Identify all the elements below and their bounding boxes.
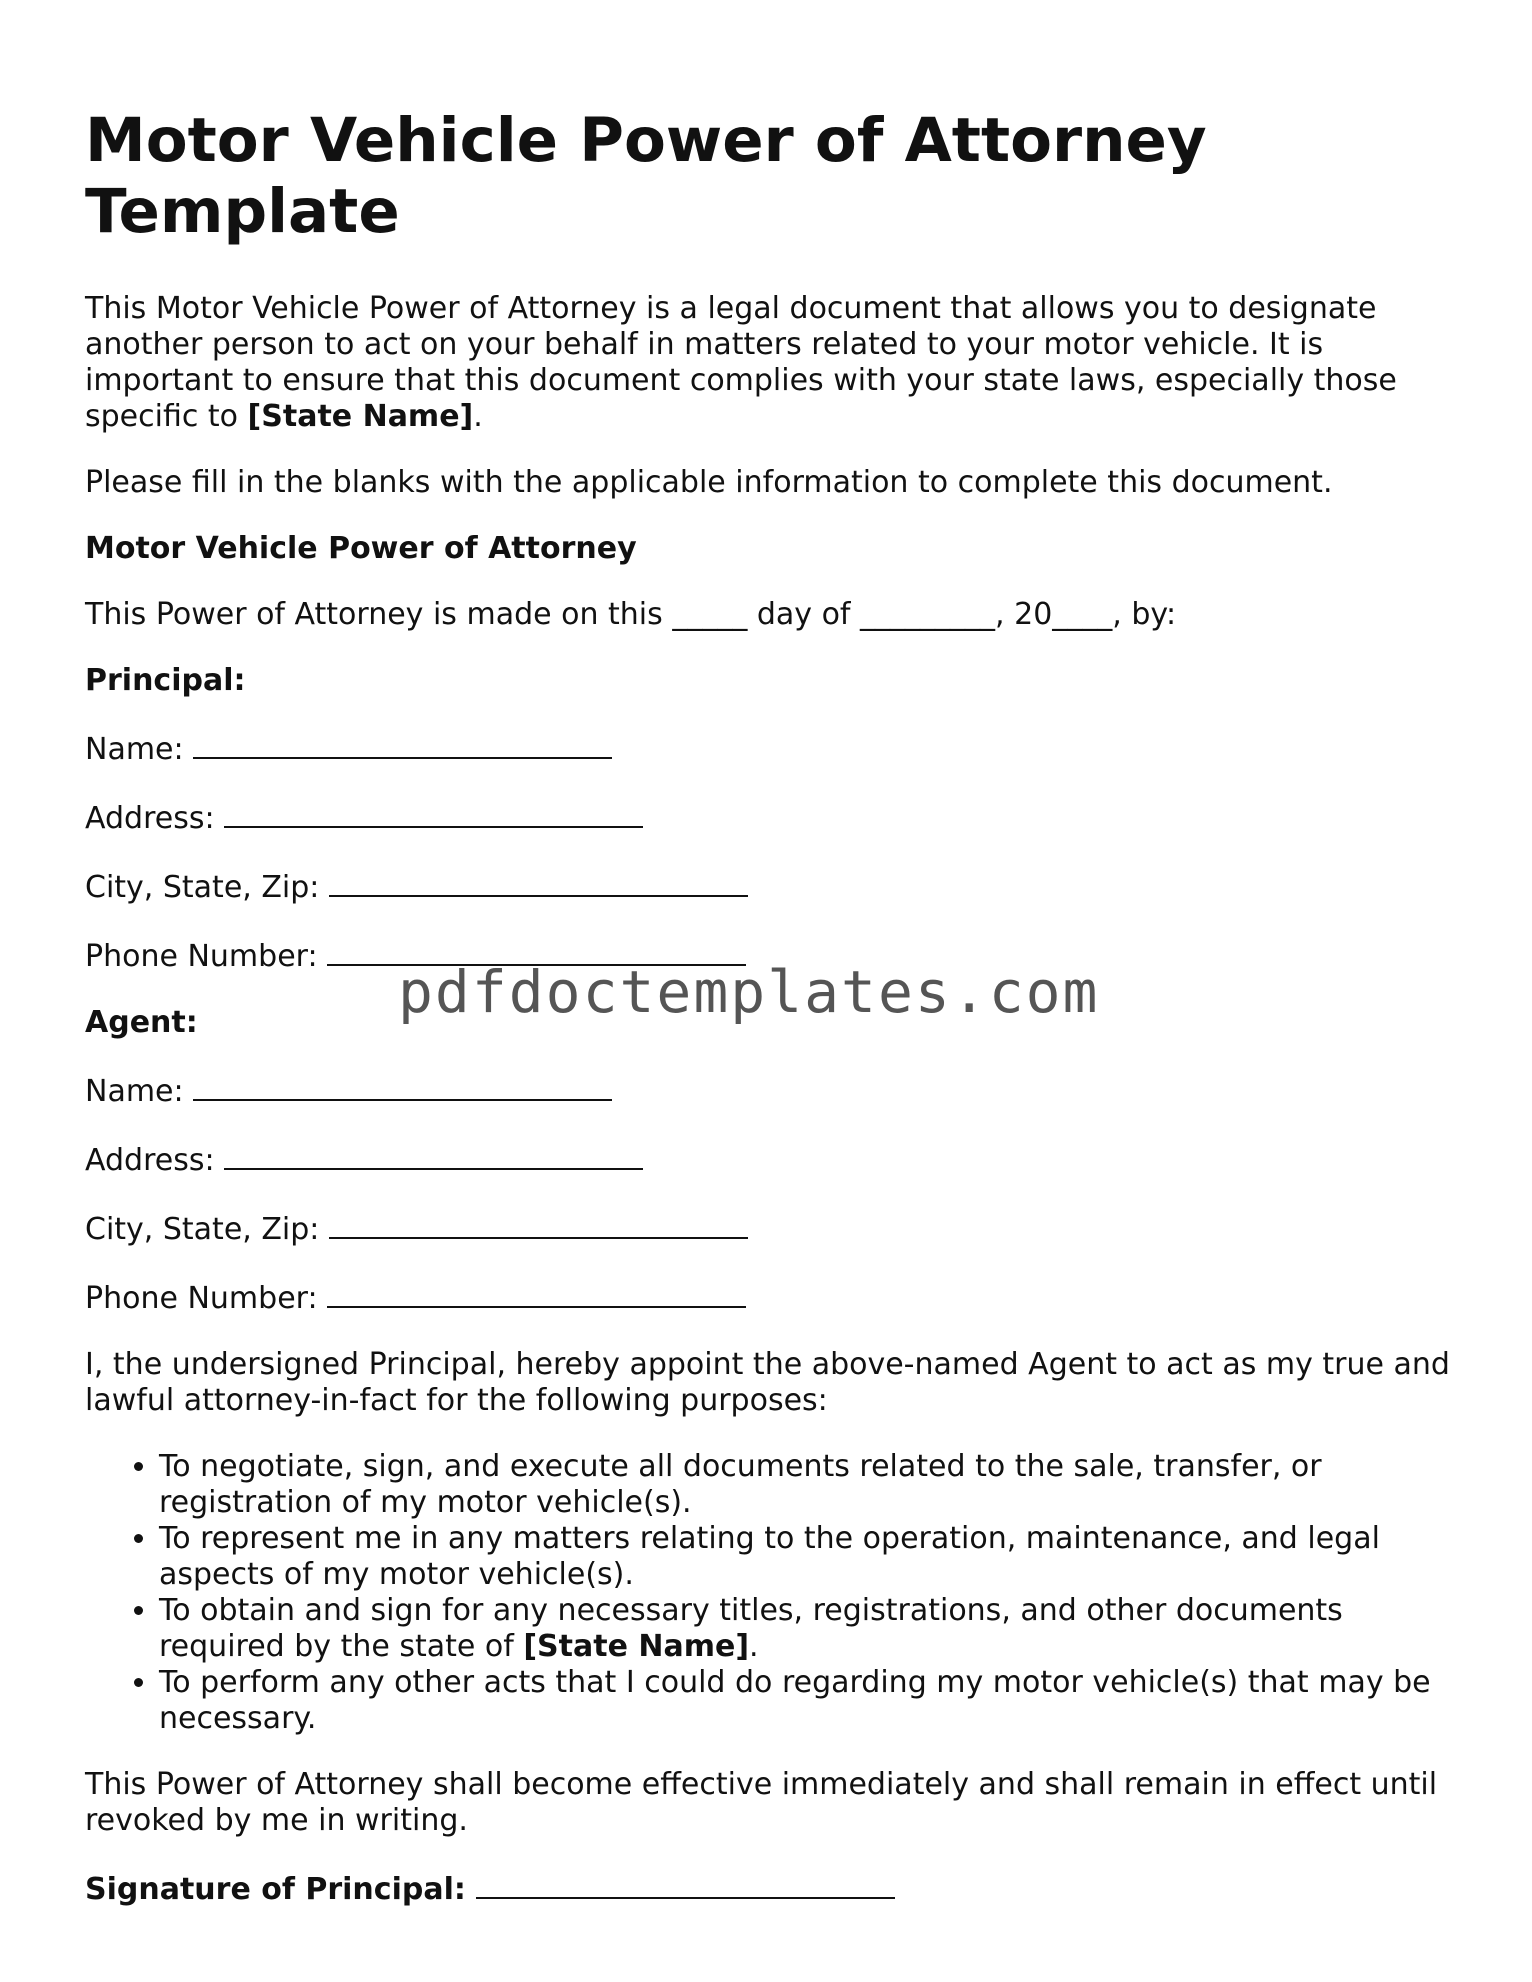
principal-city-blank[interactable] (329, 867, 748, 897)
agent-phone-label: Phone Number: (85, 1281, 328, 1316)
year-blank[interactable]: ____ (1052, 597, 1113, 632)
purposes-list (85, 1449, 1465, 1737)
list-item: • To perform any other acts that I could do regarding my motor vehicle(s) that may be necessary. (159, 1665, 1465, 1737)
day-blank[interactable]: _____ (672, 597, 748, 632)
instructions-paragraph: Please fill in the blanks with the applicable information to complete this document. (85, 465, 1333, 500)
agent-city-blank[interactable] (329, 1209, 748, 1239)
agent-name-label: Name: (85, 1074, 194, 1109)
purpose-3-text: To obtain and sign for any necessary titles, registrations, and other documents required by the state of (159, 1593, 1343, 1664)
purpose-3-state-placeholder: [State Name] (523, 1629, 750, 1664)
principal-heading: Principal: (85, 663, 246, 698)
intro-text: This Motor Vehicle Power of Attorney is a legal document that allows you to designate another person to act on your behalf in matters related to your motor vehicle. It is important to ensure that this document complies with your state laws, especially those specific to (85, 291, 1397, 434)
intro-state-placeholder: [State Name] (247, 399, 474, 434)
agent-address-label: Address: (85, 1143, 225, 1178)
principal-name-blank[interactable] (193, 729, 612, 759)
list-item (159, 1593, 1465, 1665)
watermark-text: pdfdoctemplates.com (398, 958, 1100, 1026)
form-heading: Motor Vehicle Power of Attorney (85, 531, 637, 566)
signature-field (85, 1869, 1465, 1908)
agent-phone-blank[interactable] (327, 1278, 746, 1308)
date-line-part3: , 20 (995, 597, 1053, 632)
effective-paragraph: This Power of Attorney shall become effective immediately and shall remain in effect until revoked by me in writing. (85, 1767, 1438, 1838)
date-line-part2: day of (747, 597, 861, 632)
list-item: • To represent me in any matters relating to the operation, maintenance, and legal aspects of my motor vehicle(s). (159, 1521, 1465, 1593)
agent-address-blank[interactable] (224, 1140, 643, 1170)
agent-city-field (85, 1209, 1465, 1248)
appointment-paragraph: I, the undersigned Principal, hereby appoint the above-named Agent to act as my true and lawful attorney-in-fact for the following purposes: (85, 1347, 1450, 1418)
principal-city-field (85, 867, 1465, 906)
date-line (85, 597, 1465, 633)
date-line-part4: , by: (1112, 597, 1177, 632)
document-title: Motor Vehicle Power of Attorney Template (85, 105, 1207, 247)
principal-city-label: City, State, Zip: (85, 870, 329, 905)
agent-name-field (85, 1071, 1465, 1110)
signature-label: Signature of Principal: (85, 1872, 477, 1907)
principal-phone-label: Phone Number: (85, 939, 328, 974)
agent-name-blank[interactable] (193, 1071, 612, 1101)
intro-period: . (473, 399, 483, 434)
principal-address-blank[interactable] (224, 798, 643, 828)
agent-heading: Agent: (85, 1005, 198, 1040)
principal-name-label: Name: (85, 732, 194, 767)
agent-city-label: City, State, Zip: (85, 1212, 329, 1247)
principal-name-field (85, 729, 1465, 768)
intro-paragraph (85, 291, 1465, 435)
principal-address-label: Address: (85, 801, 225, 836)
signature-blank[interactable] (476, 1869, 895, 1899)
agent-phone-field (85, 1278, 1465, 1317)
purpose-3-period: . (749, 1629, 759, 1664)
month-blank[interactable]: _________ (860, 597, 996, 632)
date-line-part1: This Power of Attorney is made on this (85, 597, 673, 632)
agent-address-field (85, 1140, 1465, 1179)
principal-address-field (85, 798, 1465, 837)
list-item: • To negotiate, sign, and execute all documents related to the sale, transfer, or registration of my motor vehicle(s). (159, 1449, 1465, 1521)
